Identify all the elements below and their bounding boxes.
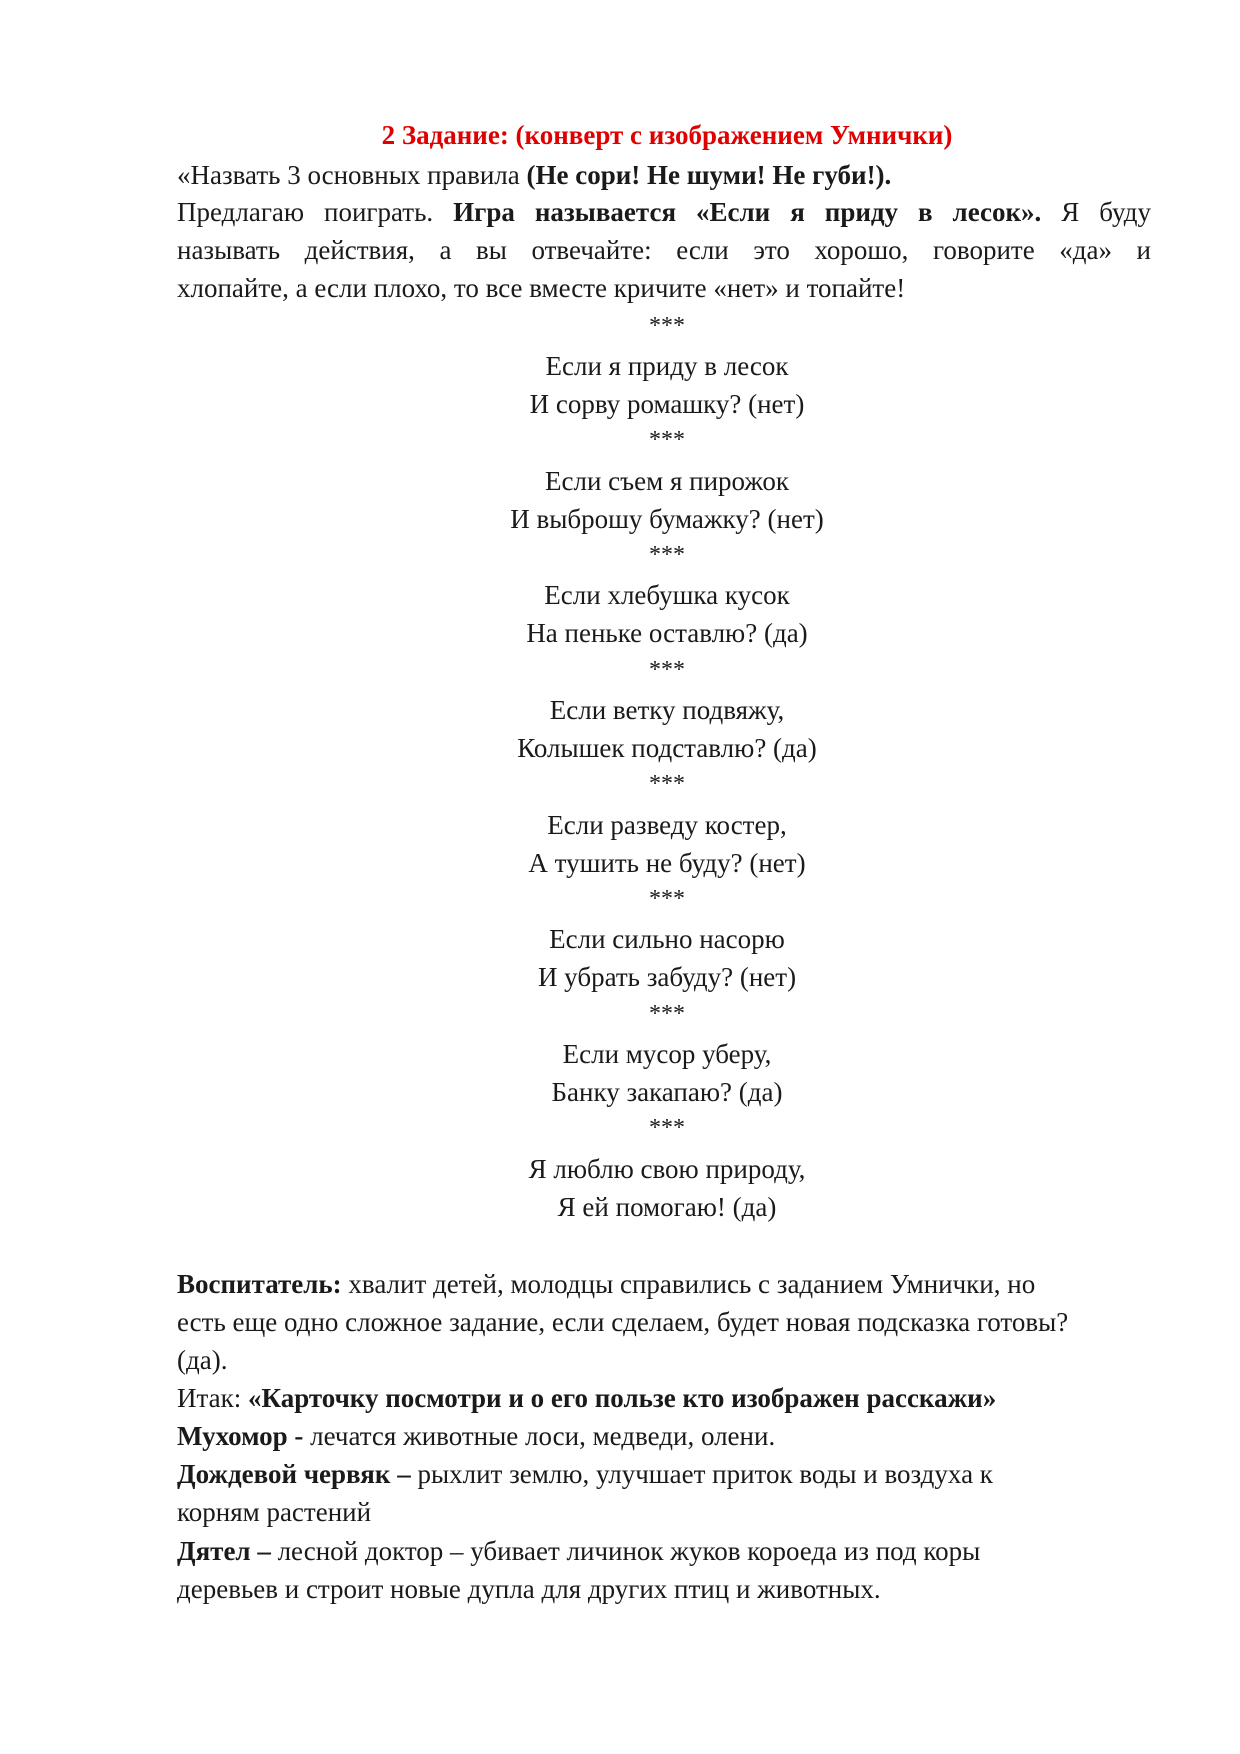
task-line — [177, 1383, 1151, 1414]
game-rules-line-1: называть действия, а вы отвечайте: если это хорошо, говорите «да» и — [177, 235, 1151, 265]
game-rules-line-2: хлопайте, а если плохо, то все вместе кричите «нет» и топайте! — [177, 273, 906, 303]
item-desc: рыхлит землю, улучшает приток воды и воздуха к — [410, 1459, 993, 1489]
item-line — [177, 1536, 1151, 1567]
poem-separator: *** — [649, 657, 685, 683]
poem-separator: *** — [649, 771, 685, 797]
task-name: «Карточку посмотри и о его пользе кто изображен расскажи» — [247, 1383, 997, 1413]
poem-line: Если съем я пирожок — [545, 466, 789, 496]
poem-line: Если ветку подвяжу, — [549, 695, 785, 725]
item-line — [177, 1421, 1151, 1452]
poem-line: И убрать забуду? (нет) — [537, 962, 797, 992]
teacher-label: Воспитатель: — [177, 1269, 342, 1299]
game-intro-line — [177, 197, 1151, 228]
task-prefix: Итак: — [177, 1383, 248, 1413]
teacher-text: хвалит детей, молодцы справились с заданием Умнички, но — [341, 1269, 1036, 1299]
rules-list: (Не сори! Не шуми! Не губи!). — [526, 160, 892, 190]
poem-line: Если я приду в лесок — [545, 351, 789, 381]
poem-separator: *** — [649, 427, 685, 453]
game-intro-tail: Я буду — [1041, 197, 1151, 227]
task-title: 2 Задание: (конверт с изображением Умнички) — [381, 120, 953, 150]
item-term: Мухомор - — [177, 1421, 304, 1451]
poem-line: И сорву ромашку? (нет) — [529, 389, 805, 419]
item-desc: лечатся животные лоси, медведи, олени. — [303, 1421, 776, 1451]
poem-line: Если хлебушка кусок — [544, 580, 790, 610]
teacher-line-2: есть еще одно сложное задание, если сделаем, будет новая подсказка готовы? — [177, 1307, 1069, 1337]
poem-line: Если мусор уберу, — [562, 1039, 772, 1069]
item-term: Дятел – — [177, 1536, 271, 1566]
item-line-cont: деревьев и строит новые дупла для других птиц и животных. — [177, 1574, 881, 1604]
teacher-line-1 — [177, 1269, 1151, 1300]
game-intro-text: Предлагаю поиграть. — [177, 197, 454, 227]
poem-line: И выброшу бумажку? (нет) — [510, 504, 824, 534]
poem-separator: *** — [649, 1115, 685, 1141]
item-desc: лесной доктор – убивает личинок жуков короеда из под коры — [270, 1536, 981, 1566]
rules-line — [177, 160, 1151, 191]
game-name: Игра называется «Если я приду в лесок». — [453, 197, 1042, 227]
item-line-cont: корням растений — [177, 1497, 372, 1527]
poem-line: Колышек подставлю? (да) — [517, 733, 817, 763]
poem-separator: *** — [649, 1001, 685, 1027]
poem-line: Если сильно насорю — [549, 924, 785, 954]
poem-separator: *** — [649, 313, 685, 339]
rules-text: «Назвать 3 основных правила — [177, 160, 527, 190]
poem-line: Если разведу костер, — [547, 810, 787, 840]
item-term: Дождевой червяк – — [177, 1459, 411, 1489]
poem-line: На пеньке оставлю? (да) — [526, 618, 808, 648]
poem-line: Банку закапаю? (да) — [551, 1077, 783, 1107]
poem-line: А тушить не буду? (нет) — [528, 848, 806, 878]
teacher-line-3: (да). — [177, 1345, 228, 1375]
poem-line: Я ей помогаю! (да) — [557, 1192, 777, 1222]
poem-separator: *** — [649, 542, 685, 568]
poem-separator: *** — [649, 886, 685, 912]
poem-line: Я люблю свою природу, — [528, 1154, 806, 1184]
item-line — [177, 1459, 1151, 1490]
